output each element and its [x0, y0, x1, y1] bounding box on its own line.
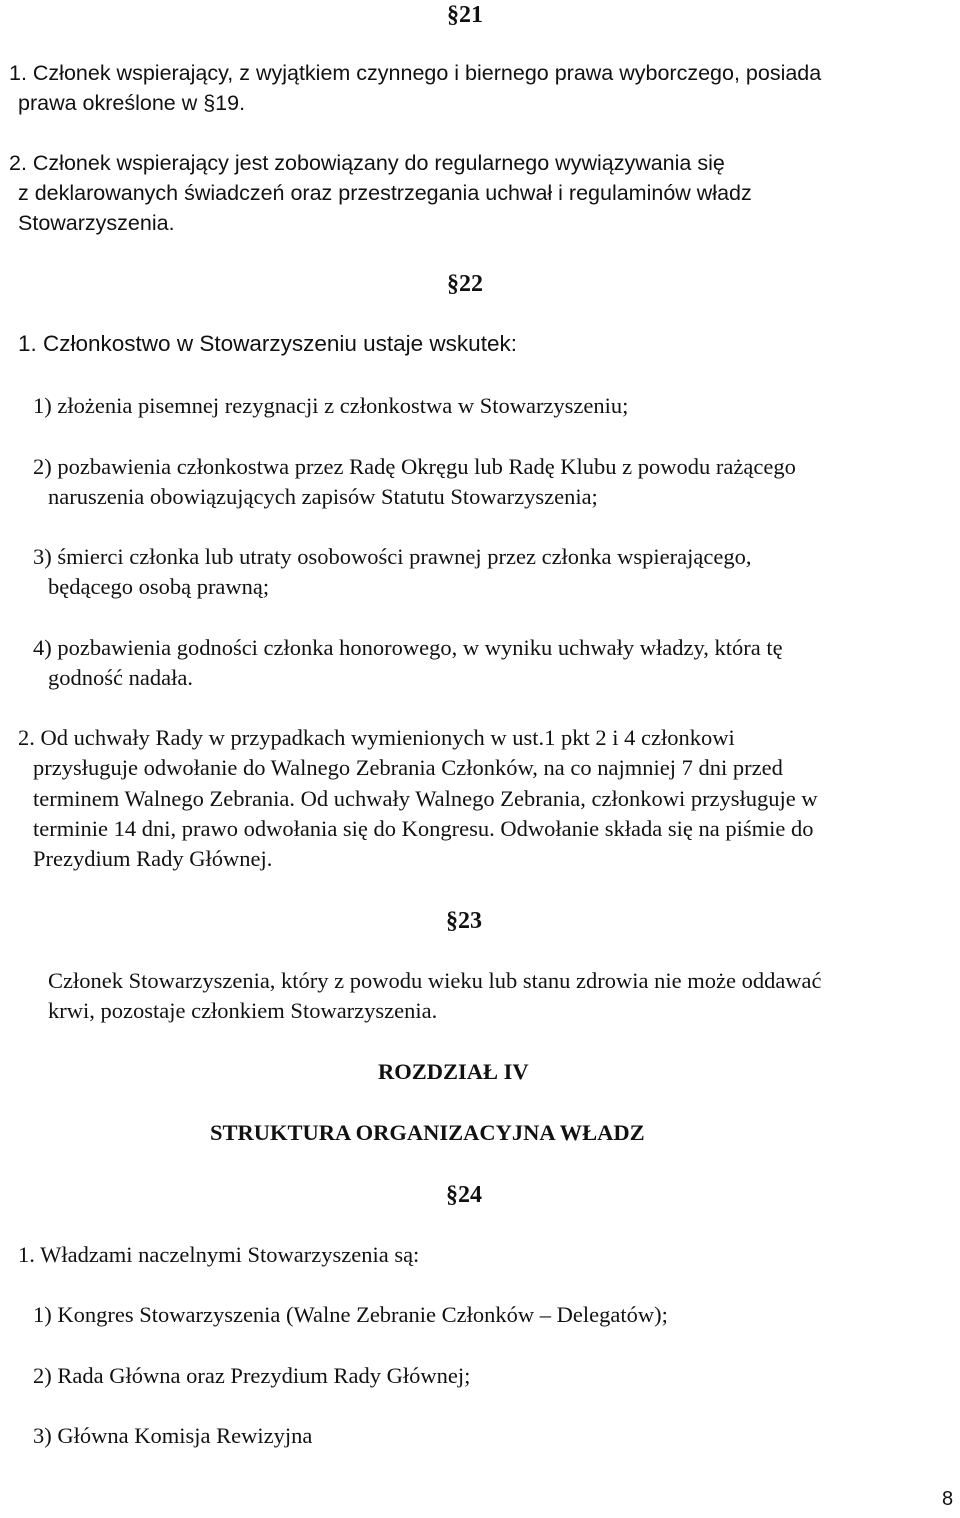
- s22-paragraph-2-line-4: terminie 14 dni, prawo odwołania się do Kongresu. Odwołanie składa się na piśmie do: [33, 816, 814, 841]
- s22-item-3-line-2: będącego osobą prawną;: [48, 574, 270, 599]
- s21-paragraph-1-line-1: 1. Członek wspierający, z wyjątkiem czynnego i biernego prawa wyborczego, posiada: [9, 61, 822, 85]
- s23-line-1: Członek Stowarzyszenia, który z powodu wieku lub stanu zdrowia nie może oddawać: [48, 968, 822, 993]
- section-24-heading: §24: [446, 1182, 482, 1208]
- s24-intro: 1. Władzami naczelnymi Stowarzyszenia są:: [18, 1242, 420, 1267]
- s22-intro: 1. Członkostwo w Stowarzyszeniu ustaje wskutek:: [18, 331, 517, 356]
- section-21-heading: §21: [447, 2, 483, 28]
- page-number: 8: [942, 1488, 954, 1510]
- s21-paragraph-2-line-1: 2. Członek wspierający jest zobowiązany do regularnego wywiązywania się: [9, 151, 725, 175]
- s24-item-2: 2) Rada Główna oraz Prezydium Rady Głównej;: [33, 1363, 471, 1388]
- s22-paragraph-2-line-5: Prezydium Rady Głównej.: [33, 846, 273, 871]
- s23-line-2: krwi, pozostaje członkiem Stowarzyszenia.: [48, 998, 438, 1023]
- s24-item-1: 1) Kongres Stowarzyszenia (Walne Zebranie Członków – Delegatów);: [33, 1302, 668, 1327]
- s21-paragraph-2-line-3: Stowarzyszenia.: [18, 211, 175, 235]
- s22-paragraph-2-line-1: 2. Od uchwały Rady w przypadkach wymienionych w ust.1 pkt 2 i 4 członkowi: [18, 725, 735, 750]
- s22-item-1: 1) złożenia pisemnej rezygnacji z członkostwa w Stowarzyszeniu;: [33, 393, 629, 418]
- s21-paragraph-1-line-2: prawa określone w §19.: [18, 91, 246, 115]
- s22-item-4-line-1: 4) pozbawienia godności członka honorowego, w wyniku uchwały władzy, która tę: [33, 635, 783, 660]
- s22-paragraph-2-line-3: terminem Walnego Zebrania. Od uchwały Walnego Zebrania, członkowi przysługuje w: [33, 786, 818, 811]
- chapter-number: ROZDZIAŁ IV: [378, 1059, 529, 1084]
- s22-paragraph-2-line-2: przysługuje odwołanie do Walnego Zebrania Członków, na co najmniej 7 dni przed: [33, 755, 783, 780]
- s21-paragraph-2-line-2: z deklarowanych świadczeń oraz przestrzegania uchwał i regulaminów władz: [18, 181, 752, 205]
- s22-item-3-line-1: 3) śmierci członka lub utraty osobowości prawnej przez członka wspierającego,: [33, 544, 752, 569]
- s24-item-3: 3) Główna Komisja Rewizyjna: [33, 1423, 313, 1448]
- s22-item-2-line-1: 2) pozbawienia członkostwa przez Radę Okręgu lub Radę Klubu z powodu rażącego: [33, 454, 796, 479]
- section-22-heading: §22: [447, 271, 483, 297]
- s22-item-4-line-2: godność nadała.: [48, 665, 193, 690]
- s22-item-2-line-2: naruszenia obowiązujących zapisów Statutu Stowarzyszenia;: [48, 484, 598, 509]
- chapter-title: STRUKTURA ORGANIZACYJNA WŁADZ: [210, 1120, 645, 1145]
- section-23-heading: §23: [446, 908, 482, 934]
